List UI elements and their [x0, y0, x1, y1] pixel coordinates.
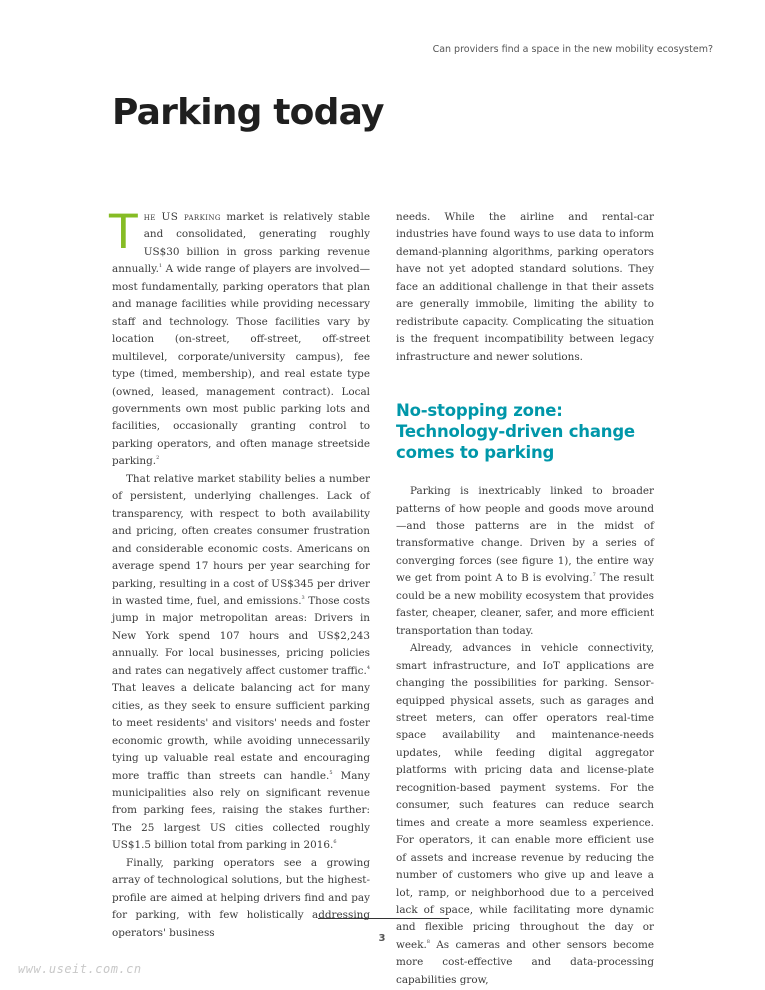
paragraph-text: As cameras and other sensors become more cost-effective and data-processing capabilities grow,: [396, 938, 654, 986]
right-column: [396, 209, 654, 989]
page-title: Parking today: [112, 92, 384, 133]
connectivity-paragraph: [396, 640, 654, 989]
watermark: www.useit.com.cn: [18, 962, 142, 976]
page-number: 3: [378, 933, 386, 944]
paragraph-text: Already, advances in vehicle connectivity, smart infrastructure, and IoT applications are changing the possibilities for parking. Sensor-equipped physical assets, such as garages and street meters, can offer operators real-time space availability and maintenance-needs updates, while feeding digital aggregator platforms with pricing data and license-plate recognition-based payment systems. For the consumer, such features can reduce search times and create a more seamless experience. For operators, it can enable more efficient use of assets and increase revenue by reducing the number of customers who give up and leave a lot, ramp, or neighborhood due to a perceived lack of space, while facilitating more dynamic and flexible pricing throughout the day or week.: [396, 642, 654, 951]
paragraph-text: That leaves a delicate balancing act for many cities, as they seek to ensure sufficient parking to meet residents' and visitors' needs and foster economic growth, while avoiding unnecessarily tying up valuable real estate and encouraging more traffic than streets can handle.: [112, 682, 370, 782]
paragraph-text: A wide range of players are involved—most fundamentally, parking operators that plan and manage facilities while providing necessary staff and technology. Those facilities vary by location (on-street, off-street, off-street multilevel, corporate/university campus), fee type (timed, membership), and real estate type (owned, leased, management contract). Local governments own most public parking lots and facilities, occasionally granting control to parking operators, and often manage streetside parking.: [112, 263, 370, 468]
continued-paragraph: needs. While the airline and rental-car industries have found ways to use data to inform demand-planning algorithms, parking operators have not yet adopted standard solutions. They face an additional challenge in that their assets are generally immobile, limiting the ability to redistribute capacity. Complicating the situation is the frequent incompatibility between legacy infrastructure and newer solutions.: [396, 211, 654, 363]
footnote-ref[interactable]: 2: [156, 455, 160, 462]
footnote-ref[interactable]: 7: [592, 572, 596, 579]
paragraph-text: market is relatively stable and consolidated, generating roughly US$30 billion in gross parking revenue annually.: [112, 211, 370, 276]
paragraph-text: Those costs jump in major metropolitan areas: Drivers in New York spend 107 hours and US$2,243 annually. For local businesses, pricing policies and rates can negatively affect customer traffic.: [112, 594, 370, 677]
mobility-paragraph: [396, 483, 654, 640]
left-column: [109, 205, 370, 942]
paragraph-text: Many municipalities also rely on significant revenue from parking fees, raising the stakes further: The 25 largest US cities collected roughly US$1.5 billion total from parking in 2016.: [112, 769, 370, 852]
paragraph-text: The result could be a new mobility ecosystem that provides faster, cheaper, cleaner, safer, and more efficient transportation than today.: [396, 572, 654, 637]
running-head: Can providers find a space in the new mobility ecosystem?: [432, 44, 713, 55]
paragraph-text: Parking is inextricably linked to broader patterns of how people and goods move around—and those patterns are in the midst of transformative change. Driven by a series of converging forces (see figure 1), the entire way we get from point A to B is evolving.: [396, 485, 654, 585]
footnote-ref[interactable]: 8: [426, 938, 430, 945]
section-subhead: No-stopping zone: Technology-driven change comes to parking: [396, 401, 635, 463]
footnote-ref[interactable]: 1: [158, 263, 163, 270]
drop-cap: T: [109, 205, 138, 260]
footnote-ref[interactable]: 4: [366, 664, 370, 671]
operators-paragraph: Finally, parking operators see a growing array of technological solutions, but the highest-profile are aimed at helping drivers find and pay for parking, with few holistically addressing operators' business: [112, 856, 370, 939]
footer-divider: [318, 918, 449, 919]
challenges-paragraph: [112, 471, 370, 855]
footnote-ref[interactable]: 3: [301, 594, 305, 601]
lead-in-smallcaps: he US parking: [143, 211, 221, 223]
footnote-ref[interactable]: 6: [333, 839, 337, 846]
intro-paragraph: [109, 205, 370, 471]
paragraph-text: That relative market stability belies a number of persistent, underlying challenges. Lack of transparency, with respect to both availability and pricing, often creates consumer frustration and considerable economic costs. Americans on average spend 17 hours per year searching for parking, resulting in a cost of US$345 per driver in wasted time, fuel, and emissions.: [112, 472, 370, 607]
footnote-ref[interactable]: 5: [329, 769, 333, 776]
